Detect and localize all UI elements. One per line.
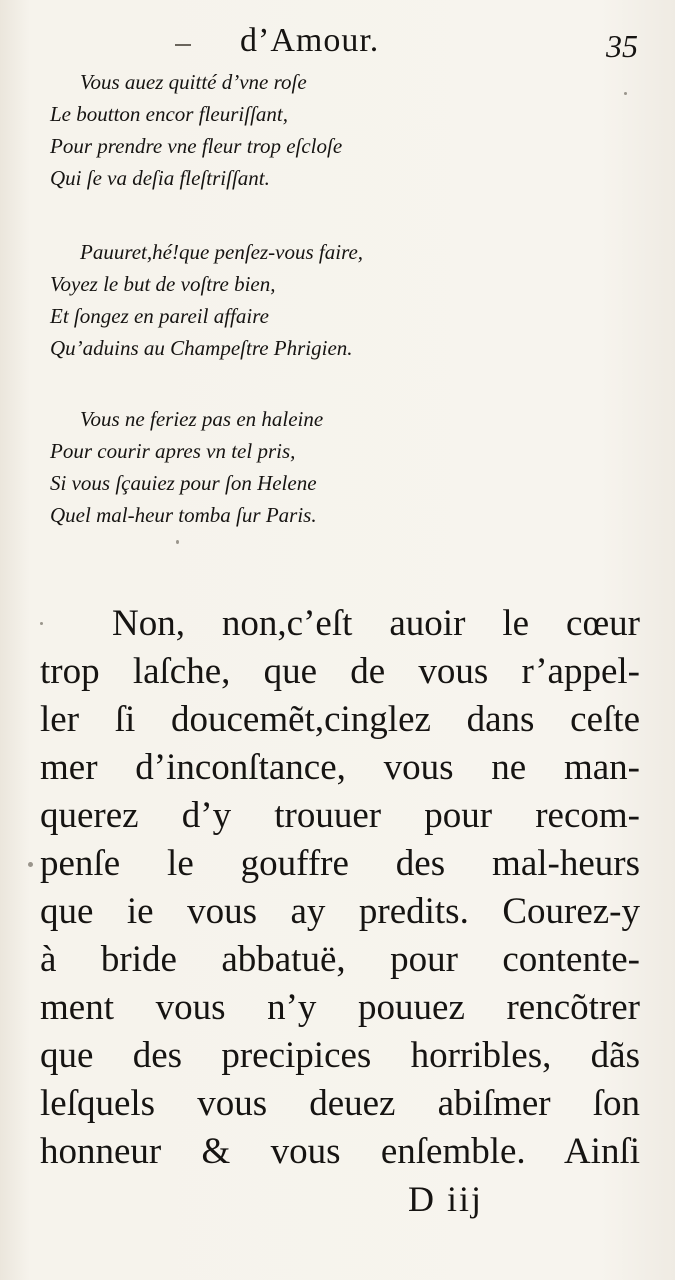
paper-speck [28,862,33,867]
verse-line: Vous auez quitté d’vne roſe [80,70,307,94]
poem-stanza-3 [50,403,323,531]
verse-line: Qu’aduins au Champeſtre Phrigien. [50,336,353,360]
paper-speck [40,622,43,625]
prose-line: à bride abbatuë, pour contente- [40,939,640,980]
prose-line: leſquels vous deuez abiſmer ſon [40,1083,640,1124]
prose-line: mer d’inconſtance, vous ne man- [40,747,640,788]
prose-line: ler ſi doucemẽt,cinglez dans ceſte [40,699,640,740]
verse-line: Qui ſe va deſia fleſtriſſant. [50,166,270,190]
paper-speck [176,540,179,544]
verse-line: Si vous ſçauiez pour ſon Helene [50,471,317,495]
prose-line: que des precipices horribles, dãs [40,1035,640,1076]
running-head-title: d’Amour. [240,22,380,59]
prose-line: ment vous n’y pouuez rencõtrer [40,987,640,1028]
prose-line: querez d’y trouuer pour recom- [40,795,640,836]
prose-line: que ie vous ay predits. Courez-y [40,891,640,932]
prose-paragraph [40,600,640,1176]
prose-line: Non, non,c’eſt auoir le cœur [112,603,640,644]
poem-stanza-2 [50,236,363,364]
page-number: 35 [606,28,638,64]
verse-line: Quel mal-heur tomba ſur Paris. [50,503,317,527]
verse-line: Vous ne feriez pas en haleine [80,407,324,431]
header-dash [175,44,191,46]
signature-mark: D iij [408,1179,484,1219]
poem-stanza-1 [50,66,342,194]
verse-line: Pour courir apres vn tel pris, [50,439,296,463]
verse-line: Pauuret,hé!que penſez-vous faire, [80,240,364,264]
verse-line: Voyez le but de voſtre bien, [50,272,276,296]
prose-line: honneur & vous enſemble. Ainſi [40,1131,640,1172]
verse-line: Le boutton encor fleuriſſant, [50,102,288,126]
verse-line: Pour prendre vne fleur trop eſcloſe [50,134,343,158]
paper-speck [624,92,627,95]
prose-line: penſe le gouffre des mal-heurs [40,843,640,884]
verse-line: Et ſongez en pareil affaire [50,304,269,328]
prose-line: trop laſche, que de vous r’appel- [40,651,640,692]
